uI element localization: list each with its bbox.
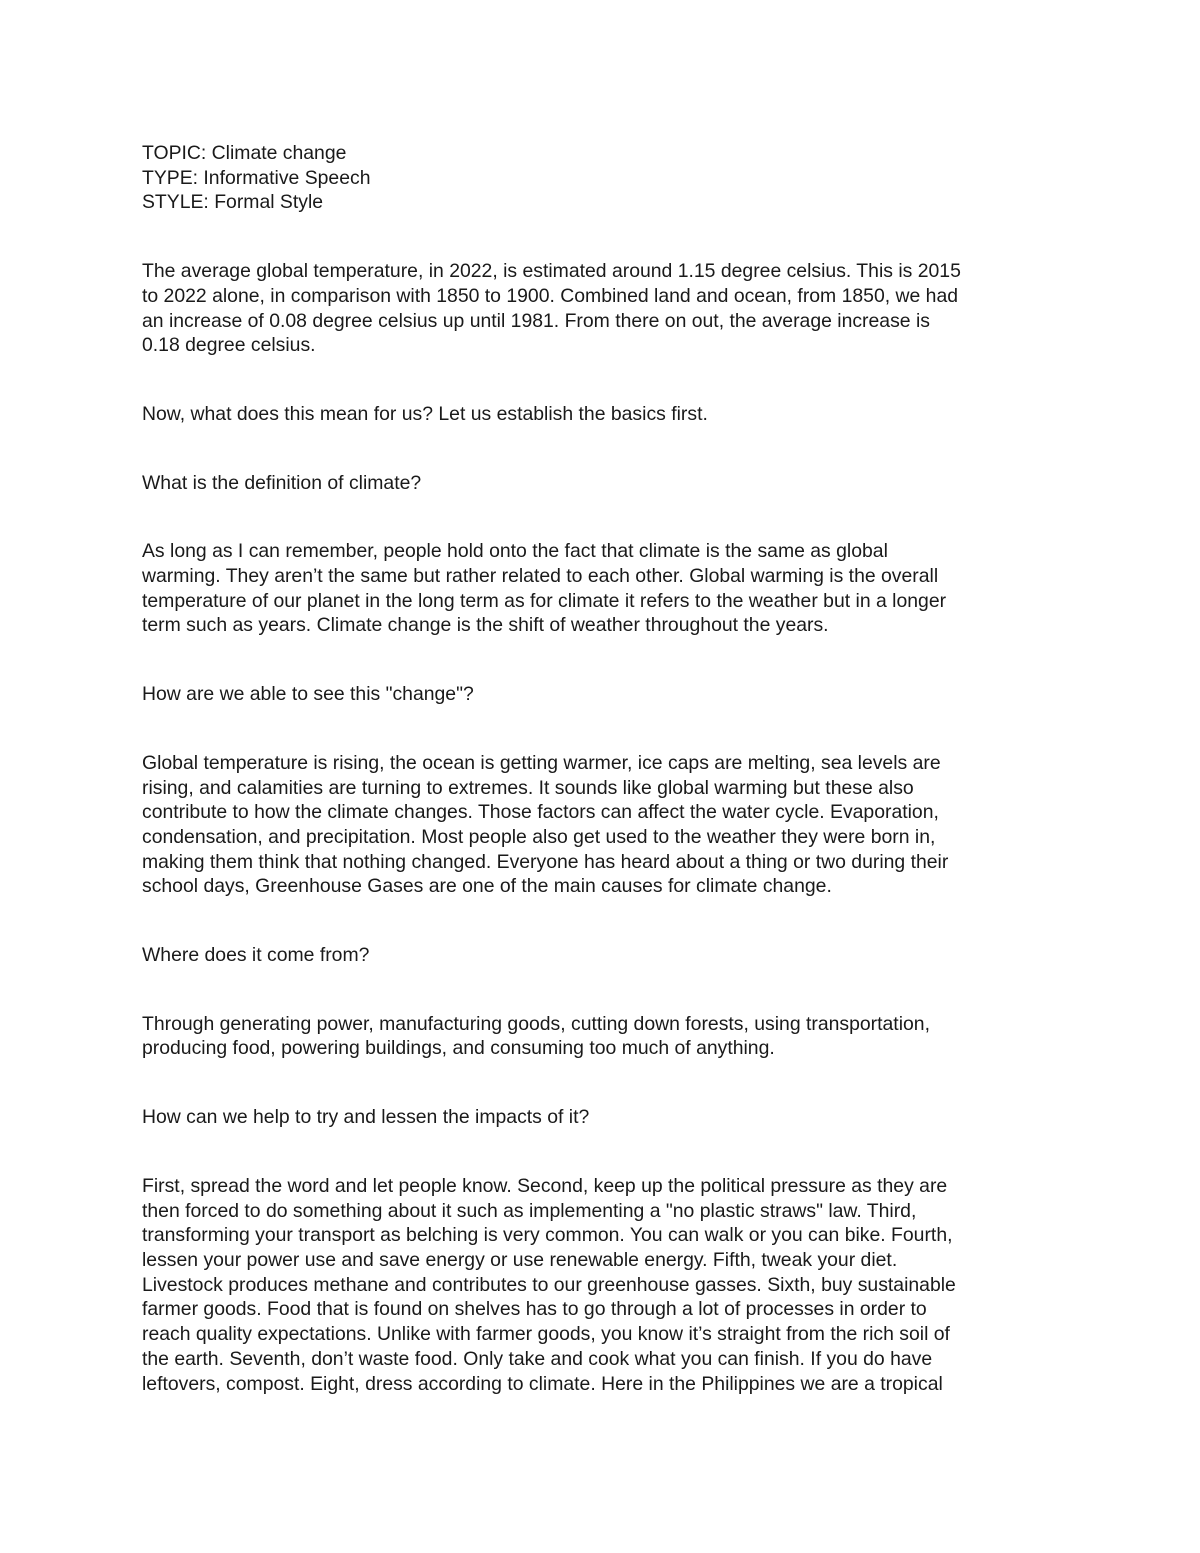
text-line: the earth. Seventh, don’t waste food. Only take and cook what you can finish. If you do have [142,1347,933,1370]
text-line: What is the definition of climate? [142,471,422,494]
text-line: term such as years. Climate change is the shift of weather throughout the years. [142,614,829,637]
question-heading [142,1105,1062,1130]
question-heading [142,682,1062,707]
text-line: leftovers, compost. Eight, dress according to climate. Here in the Philippines we are a tropical [142,1372,943,1395]
text-line: school days, Greenhouse Gases are one of the main causes for climate change. [142,875,832,898]
text-line: transforming your transport as belching is very common. You can walk or you can bike. Fourth, [142,1224,953,1247]
body-paragraph [142,751,1062,899]
document-body [142,259,1062,1396]
text-line: then forced to do something about it such as implementing a "no plastic straws" law. Third, [142,1199,917,1222]
text-line: producing food, powering buildings, and consuming too much of anything. [142,1037,775,1060]
body-paragraph [142,259,1062,358]
text-line: Livestock produces methane and contributes to our greenhouse gasses. Sixth, buy sustainable [142,1273,956,1296]
question-heading [142,471,1062,496]
style-line: STYLE: Formal Style [142,191,324,214]
text-line: an increase of 0.08 degree celsius up until 1981. From there on out, the average increase is [142,309,930,332]
text-line: As long as I can remember, people hold onto the fact that climate is the same as global [142,540,888,563]
text-line: temperature of our planet in the long term as for climate it refers to the weather but in a longer [142,589,947,612]
text-line: 0.18 degree celsius. [142,334,316,357]
body-paragraph [142,402,1062,427]
text-line: Where does it come from? [142,944,370,967]
text-line: farmer goods. Food that is found on shelves has to go through a lot of processes in order to [142,1298,927,1321]
body-paragraph [142,1012,1062,1061]
text-line: How can we help to try and lessen the impacts of it? [142,1106,590,1129]
body-paragraph [142,539,1062,638]
text-line: to 2022 alone, in comparison with 1850 to 1900. Combined land and ocean, from 1850, we had [142,284,959,307]
question-heading [142,943,1062,968]
text-line: Through generating power, manufacturing goods, cutting down forests, using transportation, [142,1012,930,1035]
text-line: First, spread the word and let people know. Second, keep up the political pressure as they are [142,1174,948,1197]
text-line: contribute to how the climate changes. Those factors can affect the water cycle. Evaporation, [142,801,939,824]
text-line: lessen your power use and save energy or use renewable energy. Fifth, tweak your diet. [142,1248,898,1271]
text-line: rising, and calamities are turning to extremes. It sounds like global warming but these also [142,776,914,799]
text-line: The average global temperature, in 2022, is estimated around 1.15 degree celsius. This is 2015 [142,260,961,283]
document-header [142,141,1062,215]
text-line: Global temperature is rising, the ocean is getting warmer, ice caps are melting, sea levels are [142,751,941,774]
body-paragraph [142,1174,1062,1396]
document-page [142,141,1062,1440]
text-line: warming. They aren’t the same but rather related to each other. Global warming is the overall [142,565,939,588]
text-line: making them think that nothing changed. Everyone has heard about a thing or two during their [142,850,949,873]
text-line: reach quality expectations. Unlike with farmer goods, you know it’s straight from the rich soil of [142,1323,950,1346]
text-line: How are we able to see this "change"? [142,683,474,706]
text-line: condensation, and precipitation. Most people also get used to the weather they were born in, [142,825,936,848]
text-line: Now, what does this mean for us? Let us establish the basics first. [142,402,708,425]
topic-line: TOPIC: Climate change [142,142,347,164]
type-line: TYPE: Informative Speech [142,166,371,189]
